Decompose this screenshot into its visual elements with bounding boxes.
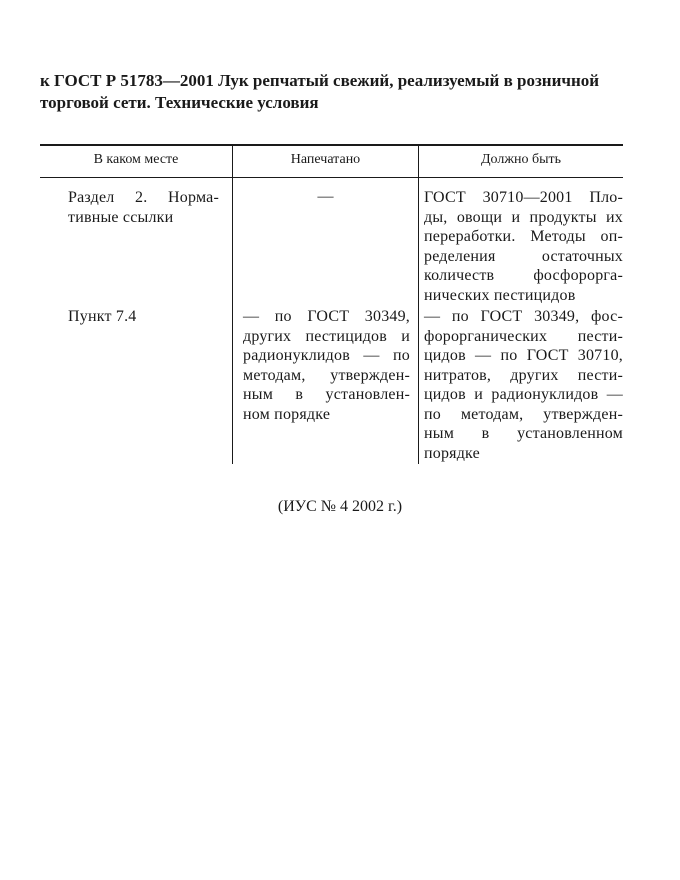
cell-line: тивные ссылки (68, 208, 174, 226)
cell-line: — по ГОСТ 30349, (243, 308, 410, 325)
cell-line: Раздел 2. Норма- (68, 189, 219, 206)
cell-line: цидов и радионуклидов — (424, 386, 623, 403)
cell-line: цидов — по ГОСТ 30710, (424, 347, 623, 364)
column-header-should-be: Должно быть (480, 152, 562, 167)
cell-line: Пункт 7.4 (68, 308, 137, 325)
cell-line: количеств фосфорорга- (424, 267, 623, 284)
cell-line: нических пестицидов (424, 286, 576, 304)
cell-line: ном порядке (243, 405, 331, 423)
cell-line: ды, овощи и продукты их (424, 208, 623, 226)
cell-line: других пестицидов и (243, 327, 410, 345)
table-header-rule (40, 177, 623, 178)
cell-line: форорганических пести- (424, 327, 623, 345)
column-header-where: В каком месте (93, 152, 179, 167)
cell-line: переработки. Методы оп- (424, 228, 623, 245)
cell-line: радионуклидов — по (243, 347, 410, 364)
cell-line: ределения остаточных (424, 247, 623, 265)
cell-line: ным в установленном (424, 425, 623, 442)
cell-line: — по ГОСТ 30349, фос- (424, 308, 623, 325)
table-cell-should-be (424, 307, 623, 463)
cell-line: порядке (424, 444, 480, 462)
cell-line: нитратов, других пести- (424, 366, 623, 384)
table-cell-printed: — (317, 188, 334, 205)
cell-line: методам, утвержден- (243, 366, 410, 384)
column-header-printed: Напечатано (290, 152, 361, 167)
source-reference: (ИУС № 4 2002 г.) (277, 498, 403, 515)
table-cell-printed (243, 307, 410, 424)
document-title: к ГОСТ Р 51783—2001 Лук репчатый свежий, реализуемый в розничной торговой сети. Технические условия (40, 71, 600, 112)
table-cell-where (68, 188, 219, 227)
table-cell-should-be (424, 188, 623, 305)
cell-line: ГОСТ 30710—2001 Пло- (424, 189, 623, 206)
cell-line: по методам, утвержден- (424, 405, 623, 423)
column-divider (418, 146, 419, 464)
cell-line: ным в установлен- (243, 386, 410, 403)
table-cell-where (68, 307, 219, 327)
table-top-rule (40, 144, 623, 146)
